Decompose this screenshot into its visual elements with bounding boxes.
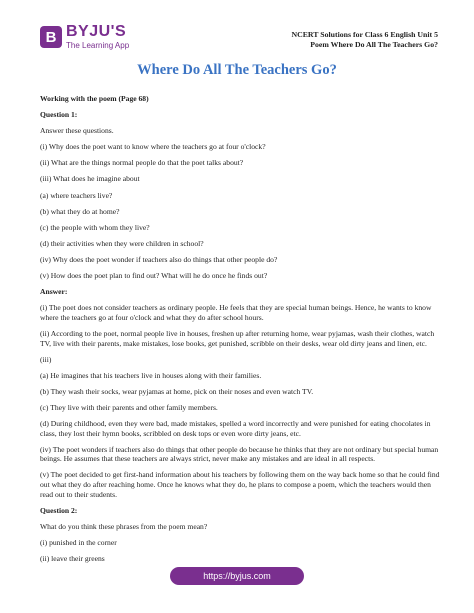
byjus-b-icon: B bbox=[40, 26, 62, 48]
question-item: (i) punished in the corner bbox=[40, 537, 117, 547]
question-item: (iii) What does he imagine about bbox=[40, 174, 140, 184]
question-item: (d) their activities when they were children in school? bbox=[40, 238, 204, 248]
answer-paragraph: (i) The poet does not consider teachers as ordinary people. He feels that they are special human beings. Hence, he wants to know where the teachers go at four o'clock and what they do after school hours. bbox=[40, 303, 432, 322]
byjus-logo[interactable] bbox=[40, 24, 129, 50]
question-item: (v) How does the poet plan to find out? What will he do once he finds out? bbox=[40, 271, 268, 281]
page-title: Where Do All The Teachers Go? bbox=[137, 62, 337, 78]
logo-tagline: The Learning App bbox=[66, 41, 130, 50]
question-item: (c) the people with whom they live? bbox=[40, 222, 150, 232]
question-2-prompt: What do you think these phrases from the poem mean? bbox=[40, 521, 208, 531]
page-header bbox=[0, 0, 474, 62]
question-item: (a) where teachers live? bbox=[40, 190, 113, 200]
section-heading: Working with the poem (Page 68) bbox=[40, 94, 149, 103]
question-2-label: Question 2: bbox=[40, 505, 78, 515]
question-item: (b) what they do at home? bbox=[40, 206, 120, 216]
document-body bbox=[40, 94, 440, 570]
answer-paragraph: (iv) The poet wonders if teachers also do things that other people do because he thinks that they are not ordinary but special human beings. He assumes that these teachers are always strict, never make any mistakes and are ideal in all respects. bbox=[40, 444, 439, 464]
question-1-label: Question 1: bbox=[40, 110, 78, 120]
answer-paragraph: (b) They wash their socks, wear pyjamas at home, pick on their noses and even watch TV. bbox=[40, 386, 314, 396]
answer-paragraph: (ii) According to the poet, normal people live in houses, freshen up after returning home, wear pyjamas, wash their clothes, watch TV, live with their parents, make mistakes, lose books, get punished, scribble on their desks, wear old dirty jeans and linen, etc. bbox=[40, 328, 435, 348]
document-subject: NCERT Solutions for Class 6 English Unit 5 bbox=[291, 30, 438, 39]
answer-paragraph: (v) The poet decided to get first-hand information about his teachers by following them on the way back home so that he could find out what they do after reaching home. Once he knows what they do, he plans to compose a poem, which the teachers would then read out to their students. bbox=[40, 470, 440, 499]
question-item: (ii) leave their greens bbox=[40, 553, 105, 563]
answer-label: Answer: bbox=[40, 287, 68, 297]
answer-paragraph: (a) He imagines that his teachers live in houses along with their families. bbox=[40, 370, 262, 380]
question-item: (iv) Why does the poet wonder if teachers also do things that other people do? bbox=[40, 254, 278, 264]
question-1-prompt: Answer these questions. bbox=[40, 126, 114, 136]
question-item: (ii) What are the things normal people do that the poet talks about? bbox=[40, 158, 244, 168]
answer-paragraph: (d) During childhood, even they were bad, made mistakes, spelled a word incorrectly and were punished for eating chocolates in class, they lost their hymn books, scribbled on desk tops or even wore dirty jeans, etc. bbox=[40, 418, 431, 438]
question-item: (i) Why does the poet want to know where the teachers go at four o'clock? bbox=[40, 142, 266, 152]
answer-paragraph: (iii) bbox=[40, 354, 52, 364]
answer-paragraph: (c) They live with their parents and other family members. bbox=[40, 402, 218, 412]
logo-name: BYJU'S bbox=[66, 23, 127, 40]
document-info bbox=[291, 30, 438, 50]
document-chapter: Poem Where Do All The Teachers Go? bbox=[310, 40, 438, 49]
footer-url-link[interactable]: https://byjus.com bbox=[170, 567, 304, 585]
